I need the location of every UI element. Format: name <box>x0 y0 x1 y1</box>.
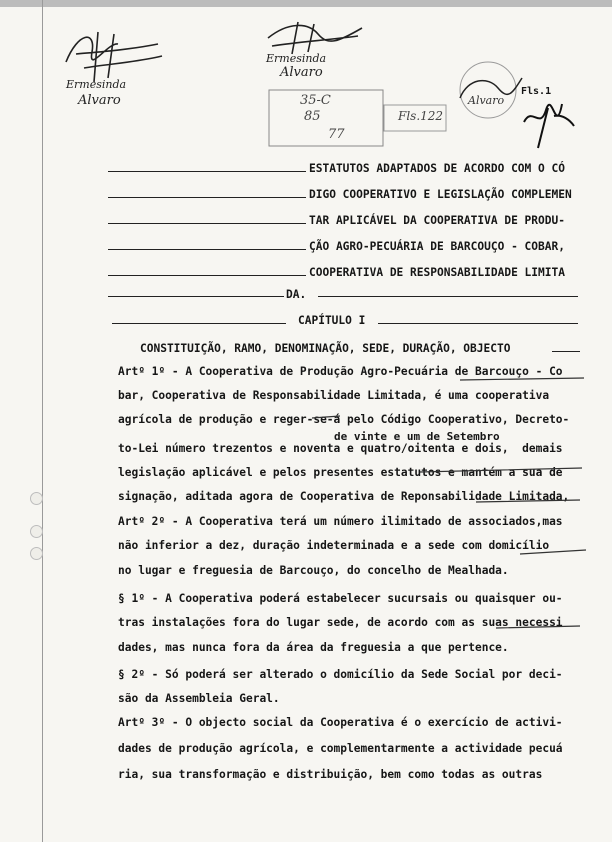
handwritten-insertion: de vinte e um de Setembro <box>334 430 500 443</box>
body-line: legislação aplicável e pelos presentes estatutos e mantém a sua de <box>118 466 563 479</box>
punch-hole <box>30 547 43 560</box>
margin-rule <box>42 0 43 842</box>
body-line: tras instalações fora do lugar sede, de acordo com as suas necessi <box>118 616 563 629</box>
stamp-value-1: 35-C <box>300 93 331 108</box>
body-line: dades de produção agrícola, e complementarmente a actividade pecuá <box>118 742 563 755</box>
title-line: ESTATUTOS ADAPTADOS DE ACORDO COM O CÓ <box>309 162 565 175</box>
body-line: § 2º - Só poderá ser alterado o domicílio da Sede Social por deci- <box>118 668 563 681</box>
fill-dash <box>108 197 306 198</box>
body-line: signação, aditada agora de Cooperativa de Reponsabilidade Limitada, <box>118 490 570 503</box>
fill-dash <box>108 275 306 276</box>
body-line: agrícola de produção e reger-se-á pelo Código Cooperativo, Decreto- <box>118 413 570 426</box>
signature-middle-name-1: Ermesinda <box>266 52 327 65</box>
body-line: bar, Cooperativa de Responsabilidade Limitada, é uma cooperativa <box>118 389 550 402</box>
initial-signature <box>518 96 578 156</box>
body-line: Artº 1º - A Cooperativa de Produção Agro-Pecuária de Barcouço - Co <box>118 365 563 378</box>
title-line: DA. <box>286 288 307 301</box>
fill-dash <box>378 323 578 324</box>
signature-middle-name-2: Alvaro <box>280 65 323 80</box>
stamp-fls: Fls.122 <box>398 109 444 123</box>
title-line: ÇÃO AGRO-PECUÁRIA DE BARCOUÇO - COBAR, <box>309 240 565 253</box>
body-line: to-Lei número trezentos e noventa e quatro/oitenta e dois, demais <box>118 442 563 455</box>
signature-left-name-2: Alvaro <box>78 93 121 108</box>
body-line: Artº 2º - A Cooperativa terá um número ilimitado de associados,mas <box>118 515 563 528</box>
punch-hole <box>30 525 43 538</box>
stamp-value-3: 77 <box>328 127 345 142</box>
body-line: § 1º - A Cooperativa poderá estabelecer sucursais ou quaisquer ou- <box>118 592 563 605</box>
scan-top-edge <box>0 0 612 7</box>
fill-dash <box>108 223 306 224</box>
signature-left-name-1: Ermesinda <box>66 78 127 91</box>
page-number-label: Fls.1 <box>521 86 552 97</box>
body-line: ria, sua transformação e distribuição, bem como todas as outras <box>118 768 543 781</box>
title-line: COOPERATIVA DE RESPONSABILIDADE LIMITA <box>309 266 565 279</box>
chapter-subtitle: CONSTITUIÇÃO, RAMO, DENOMINAÇÃO, SEDE, DURAÇÃO, OBJECTO <box>140 342 511 355</box>
fill-dash <box>108 249 306 250</box>
fill-dash <box>108 171 306 172</box>
handwritten-underlines <box>300 372 590 792</box>
title-line: TAR APLICÁVEL DA COOPERATIVA DE PRODU- <box>309 214 565 227</box>
fill-dash <box>318 296 578 297</box>
filing-stamp <box>268 89 448 149</box>
title-line: DIGO COOPERATIVO E LEGISLAÇÃO COMPLEMEN <box>309 188 572 201</box>
fill-dash <box>108 296 284 297</box>
body-line: não inferior a dez, duração indeterminada e a sede com domicílio <box>118 539 550 552</box>
chapter-heading: CAPÍTULO I <box>298 314 366 327</box>
body-line: no lugar e freguesia de Barcouço, do concelho de Mealhada. <box>118 564 509 577</box>
round-stamp-text: Alvaro <box>468 94 505 107</box>
punch-hole <box>30 492 43 505</box>
body-line: são da Assembleia Geral. <box>118 692 280 705</box>
body-line: dades, mas nunca fora da área da freguesia a que pertence. <box>118 641 509 654</box>
body-line: Artº 3º - O objecto social da Cooperativa é o exercício de activi- <box>118 716 563 729</box>
fill-dash <box>112 323 286 324</box>
fill-dash <box>552 351 580 352</box>
stamp-value-2: 85 <box>304 109 321 124</box>
